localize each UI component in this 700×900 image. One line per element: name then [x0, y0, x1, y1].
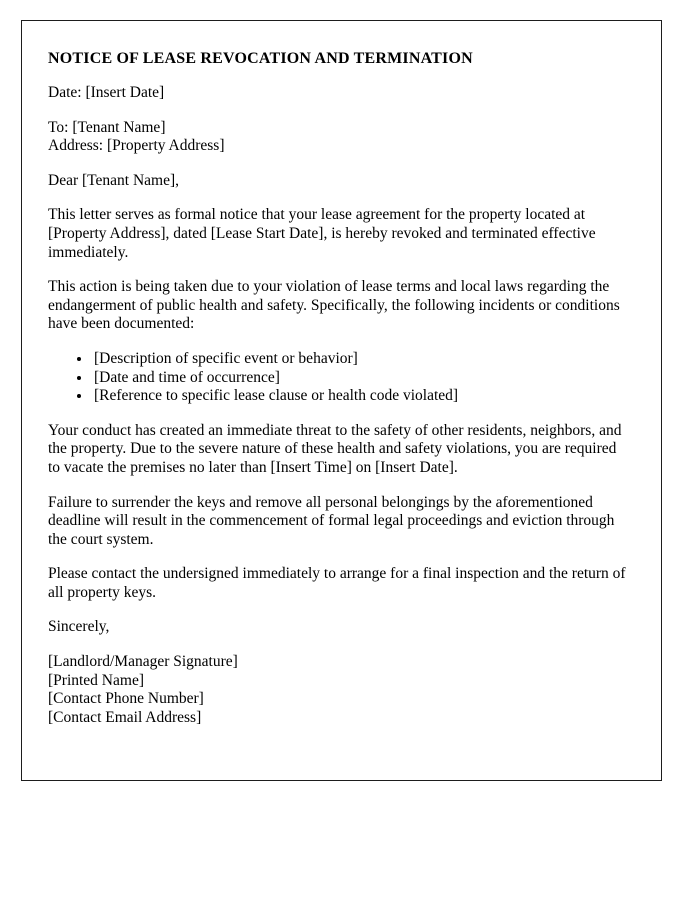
paragraph-intro: This letter serves as formal notice that your lease agreement for the property located at [Property Address], dated [Lease Start Date], is hereby revoked and terminated effective immediately. [48, 206, 596, 261]
date-line: Date: [Insert Date] [48, 84, 165, 101]
recipient-block [48, 119, 632, 156]
salutation: Dear [Tenant Name], [48, 171, 180, 189]
paragraph-failure: Failure to surrender the keys and remove all personal belongings by the aforementioned deadline will result in the commencement of formal legal proceedings and eviction through the court system. [48, 493, 615, 548]
violation-item-description: • [Description of specific event or behavior] [92, 350, 632, 369]
paragraph-reason: This action is being taken due to your violation of lease terms and local laws regarding the endangerment of public health and safety. Specifically, the following incidents or conditions have been documented: [48, 278, 620, 333]
letter-title: NOTICE OF LEASE REVOCATION AND TERMINATION [48, 50, 473, 67]
to-line: To: [Tenant Name] [48, 118, 166, 136]
signature-line-signature: [Landlord/Manager Signature] [48, 653, 238, 671]
letter-frame [21, 20, 662, 781]
paragraph-vacate: Your conduct has created an immediate threat to the safety of other residents, neighbors, and the property. Due to the severe nature of these health and safety violations, you are required to vacate the premises no later than [Insert Time] on [Insert Date]. [48, 421, 622, 476]
violation-item-datetime: • [Date and time of occurrence] [92, 369, 632, 388]
violation-item-clause: • [Reference to specific lease clause or health code violated] [92, 387, 632, 406]
signature-line-printed-name: [Printed Name] [48, 671, 144, 689]
violation-list [48, 350, 632, 406]
paragraph-contact: Please contact the undersigned immediately to arrange for a final inspection and the return of all property keys. [48, 565, 626, 601]
closing: Sincerely, [48, 618, 110, 636]
signature-line-email: [Contact Email Address] [48, 708, 202, 726]
letter-body [48, 49, 632, 727]
signature-line-phone: [Contact Phone Number] [48, 690, 204, 708]
address-line: Address: [Property Address] [48, 137, 225, 155]
signature-block [48, 653, 632, 727]
